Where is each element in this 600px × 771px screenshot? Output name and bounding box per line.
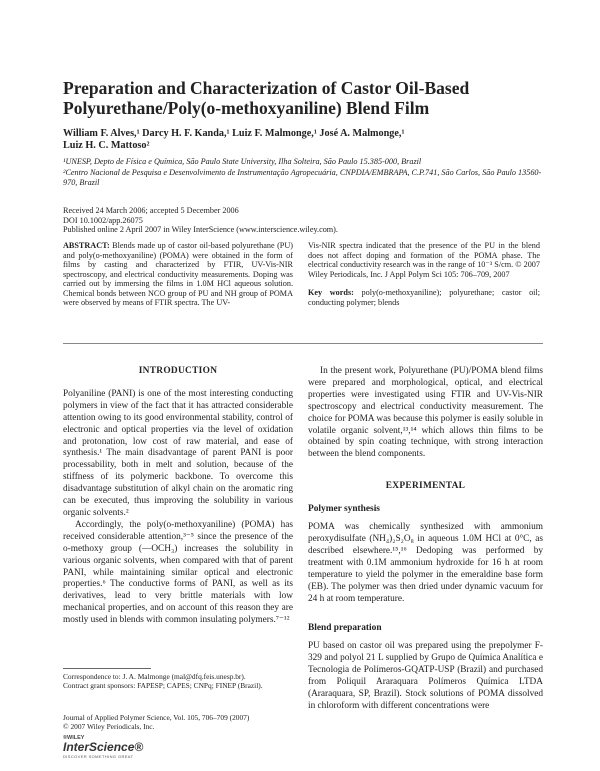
wiley-interscience-logo [63, 735, 155, 761]
published-online: Published online 2 April 2007 in Wiley InterScience (www.interscience.wiley.com). [63, 225, 338, 235]
correspondence-note: Correspondence to: J. A. Malmonge (mal@dfq.feis.unesp.br). [63, 672, 246, 681]
abstract-text-right: Vis-NIR spectra indicated that the presence of the PU in the blend does not affect doping and formation of the POMA phase. The electrical conductivity research was in the range of 10⁻³ S/cm. © 2007 Wiley Periodicals, Inc. J Appl Polym Sci 105: 706–709, 2007 [308, 241, 540, 279]
intro-paragraph-1: Polyaniline (PANI) is one of the most interesting conducting polymers in view of the fact that it has attracted considerable attention owing to its good environmental stability, control of electronic and optical properties via the level of oxidation and protonation, low cost of raw material, and ease of synthesis.¹ The main disadvantage of parent PANI is poor processability, both in melt and solution, because of the stiffness of its polymeric backbone. To overcome this disadvantage substitution of alkyl chain on the aromatic ring can be executed, thus improving the solubility in various organic solvents.² [63, 388, 293, 518]
logo-wiley-text: ®WILEY [63, 735, 85, 741]
keywords [308, 288, 540, 307]
logo-tagline: DISCOVER SOMETHING GREAT [63, 754, 134, 759]
blend-preparation-text: PU based on castor oil was prepared using the prepolymer F-329 and polyol 21 L supplied by Grupo de Química Analítica e Tecnologia de Polímeros-GQATP-USP (Brazil) and purchased from Poliquil Araraquara Polímeros Química LTDA (Araraquara, SP, Brazil). Stock solutions of POMA dissolved in chloroform with different concentrations were [308, 641, 543, 711]
footnotes [63, 672, 293, 690]
logo-interscience-text: InterScience® [63, 740, 144, 754]
authors-line-1: William F. Alves,¹ Darcy H. F. Kanda,¹ Luiz F. Malmonge,¹ José A. Malmonge,¹ [63, 128, 405, 139]
affiliation-1: ¹UNESP, Depto de Física e Química, São Paulo State University, Ilha Solteira, São Paulo 15.385-000, Brazil [63, 157, 422, 166]
abstract-label: ABSTRACT: [63, 241, 110, 250]
abstract-divider [63, 343, 543, 344]
intro-paragraph-2: Accordingly, the poly(o-methoxyaniline) (POMA) has received considerable attention,³⁻⁵ since the presence of the o-methoxy group (—OCH₃) increases the solubility in various organic solvents, when compared with that of parent PANI, while maintaining similar optical and electronic properties.⁶ The conductive forms of PANI, as well as its derivatives, lead to very brittle materials with low mechanical properties, and on account of this reason they are mostly used in blends with common insulating polymers.⁷⁻¹² [63, 519, 293, 626]
journal-citation: Journal of Applied Polymer Science, Vol. 105, 706–709 (2007) [63, 713, 250, 722]
experimental-heading: EXPERIMENTAL [385, 481, 466, 492]
publication-dates [63, 206, 543, 235]
copyright: © 2007 Wiley Periodicals, Inc. [63, 722, 155, 731]
left-column [63, 366, 293, 627]
footnote-rule [63, 668, 151, 669]
introduction-heading: INTRODUCTION [138, 366, 218, 376]
blend-preparation-heading: Blend preparation [308, 623, 382, 634]
keywords-text: poly(o-methoxyaniline); polyurethane; castor oil; conducting polymer; blends [308, 288, 540, 307]
affiliation-2: ²Centro Nacional de Pesquisa e Desenvolvimento de Instrumentação Agropecuária, CNPDIA/EMBRAPA, C.P.741, São Carlos, São Paulo 13560-970, Brazil [63, 167, 542, 187]
abstract-text-left: Blends made up of castor oil-based polyurethane (PU) and poly(o-methoxyaniline) (POMA) were obtained in the form of films by casting and characterized by FTIR, UV-Vis-NIR spectroscopy, and electrical conductivity measurements. Doping was carried out by immersing the films in 1.0M HCl aqueous solution. Chemical bonds between NCO group of PU and NH group of POMA were observed by means of FTIR spectra. The UV- [63, 241, 294, 308]
journal-info [63, 713, 293, 731]
right-paragraph-1: In the present work, Polyurethane (PU)/POMA blend films were prepared and morphological, optical, and electrical properties were investigated using FTIR and UV-Vis-NIR spectroscopy and electrical conductivity measurement. The choice for POMA was because this polymer is easily soluble in volatile organic solvent,¹³,¹⁴ which allows thin films to be obtained by spin coating technique, with strong interaction between the blend components. [308, 366, 543, 460]
abstract-left [63, 241, 293, 308]
author-list [63, 128, 543, 152]
sponsors-note: Contract grant sponsors: FAPESP; CAPES; CNPq; FINEP (Brazil). [63, 681, 263, 690]
article-title: Preparation and Characterization of Castor Oil-Based Polyurethane/Poly(o-methoxyaniline) Blend Film [63, 78, 470, 118]
received-date: Received 24 March 2006; accepted 5 December 2006 [63, 206, 239, 215]
authors-line-2: Luiz H. C. Mattoso² [63, 140, 150, 151]
affiliations [63, 157, 543, 189]
doi: DOI 10.1002/app.26075 [63, 215, 143, 225]
abstract-right [308, 241, 540, 307]
right-column [308, 366, 543, 713]
polymer-synthesis-heading: Polymer synthesis [308, 504, 380, 515]
keywords-label: Key words: [308, 288, 354, 298]
polymer-synthesis-text: POMA was chemically synthesized with ammonium peroxydisulfate (NH₄)₂S₂O₈ in aqueous 1.0M HCl at 0°C, as described elsewhere.¹⁵,¹⁶ Dedoping was performed by treatment with 0.1M ammonium hydroxide for 16 h at room temperature to yield the polymer in the emeraldine base form (EB). The polymer was then dried under dynamic vacuum for 24 h at room temperature. [308, 522, 543, 604]
